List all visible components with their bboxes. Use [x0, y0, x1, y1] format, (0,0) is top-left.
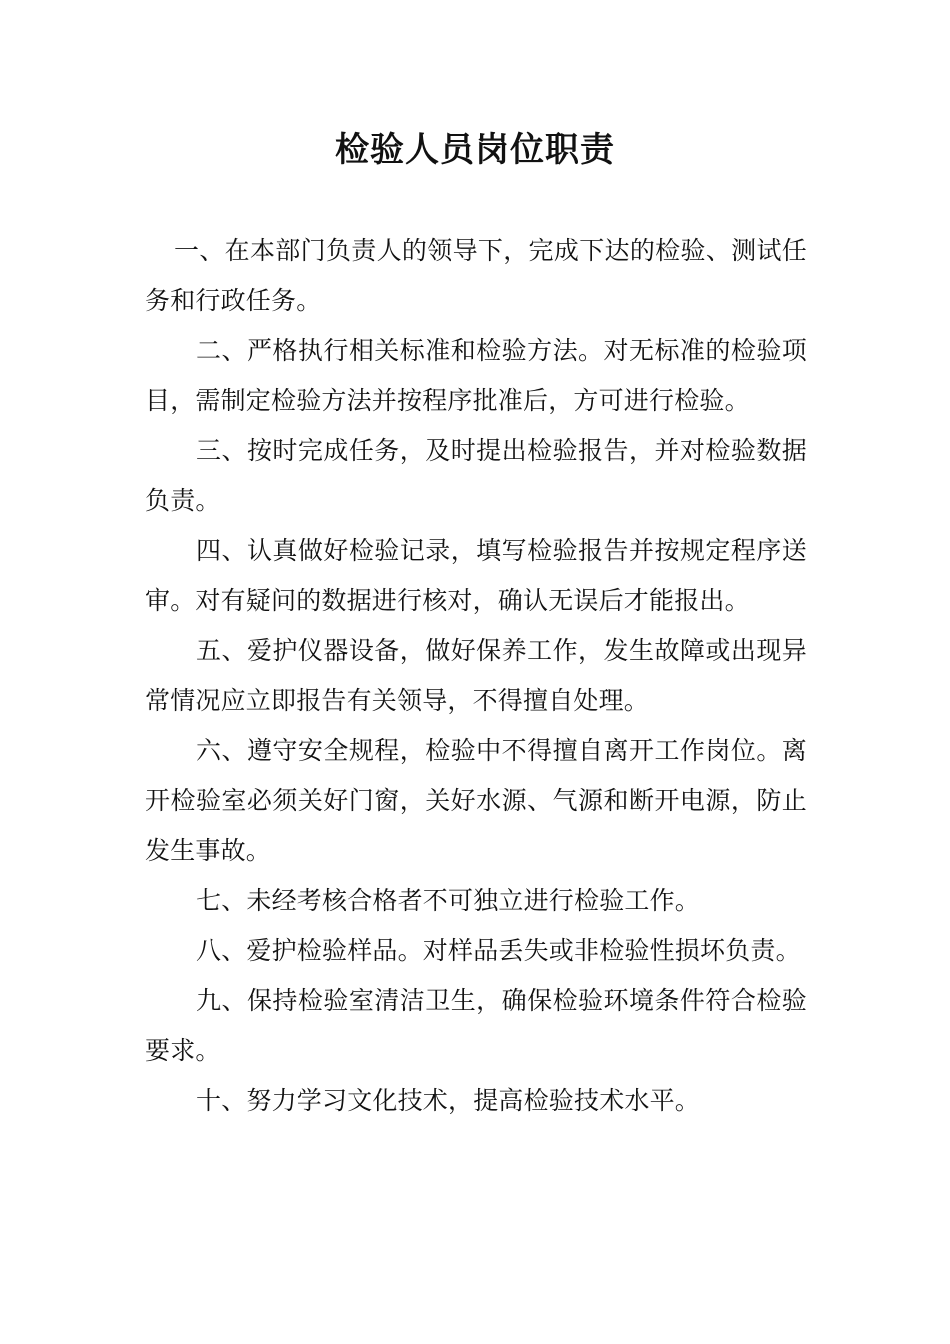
duty-item-6: 六、遵守安全规程，检验中不得擅自离开工作岗位。离开检验室必须关好门窗，关好水源、气源和断开电源，防止发生事故。 [145, 736, 807, 865]
duty-item-2: 二、严格执行相关标准和检验方法。对无标准的检验项目，需制定检验方法并按程序批准后，方可进行检验。 [145, 336, 807, 415]
duty-item-10: 十、努力学习文化技术，提高检验技术水平。 [196, 1086, 701, 1115]
duty-item-1: 一、在本部门负责人的领导下，完成下达的检验、测试任务和行政任务。 [145, 236, 807, 315]
duty-item-4: 四、认真做好检验记录，填写检验报告并按规定程序送审。对有疑问的数据进行核对，确认无误后才能报出。 [145, 536, 807, 615]
document-body [145, 226, 807, 1126]
duty-item-5: 五、爱护仪器设备，做好保养工作，发生故障或出现异常情况应立即报告有关领导，不得擅自处理。 [145, 636, 807, 715]
document-title: 检验人员岗位职责 [335, 130, 615, 170]
duty-item-8: 八、爱护检验样品。对样品丢失或非检验性损坏负责。 [196, 936, 801, 965]
duty-item-3: 三、按时完成任务，及时提出检验报告，并对检验数据负责。 [145, 436, 807, 515]
duty-item-9: 九、保持检验室清洁卫生，确保检验环境条件符合检验要求。 [145, 986, 807, 1065]
duty-item-7: 七、未经考核合格者不可独立进行检验工作。 [196, 886, 701, 915]
